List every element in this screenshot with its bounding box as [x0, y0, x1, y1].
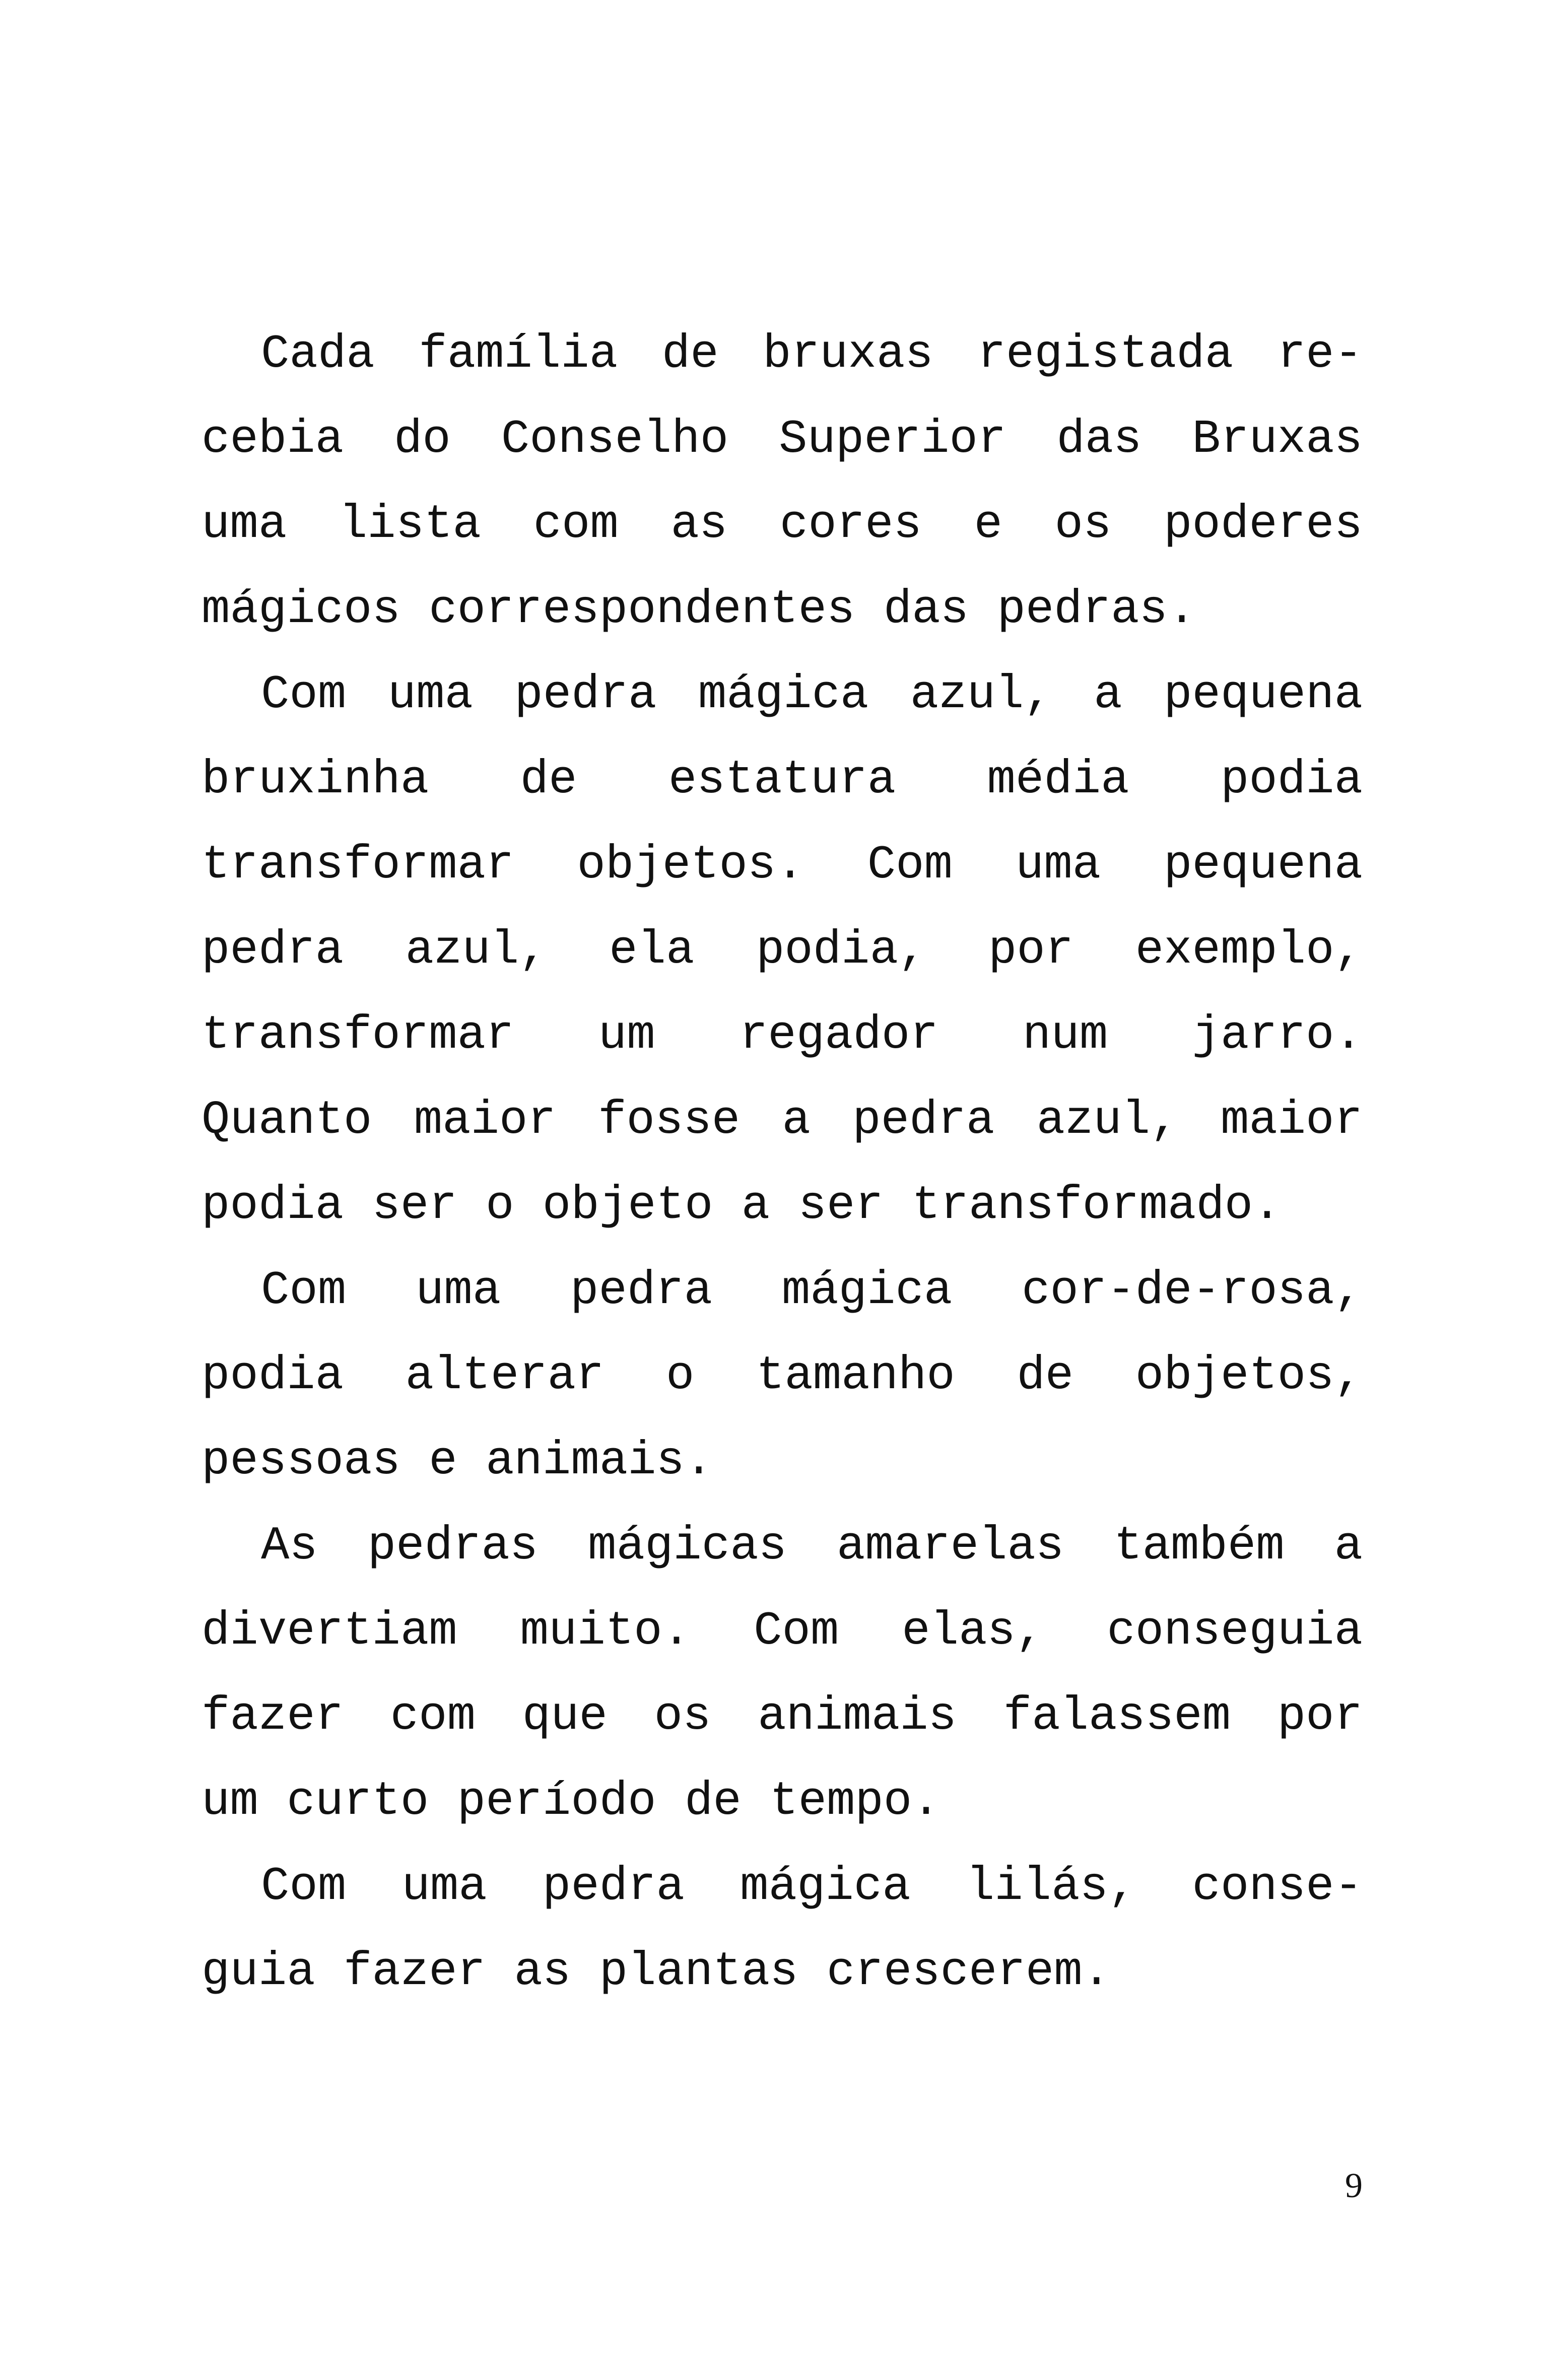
- body-text: [201, 312, 1363, 2015]
- text-line: Com uma pedra mágica lilás, conse-: [261, 1860, 1363, 1914]
- text-line: podia alterar o tamanho de objetos,: [201, 1349, 1363, 1403]
- text-line: pessoas e animais.: [201, 1435, 713, 1488]
- text-line: transformar objetos. Com uma pequena: [201, 839, 1363, 892]
- text-line: um curto período de tempo.: [201, 1775, 940, 1828]
- page-number: 9: [1345, 2166, 1363, 2205]
- text-line: fazer com que os animais falassem por: [201, 1690, 1363, 1743]
- text-line: podia ser o objeto a ser transformado.: [201, 1179, 1282, 1233]
- text-line: As pedras mágicas amarelas também a: [261, 1520, 1363, 1573]
- text-line: uma lista com as cores e os poderes: [201, 498, 1363, 552]
- text-line: cebia do Conselho Superior das Bruxas: [201, 413, 1363, 466]
- text-line: mágicos correspondentes das pedras.: [201, 583, 1196, 637]
- text-line: bruxinha de estatura média podia: [201, 754, 1363, 807]
- text-line: Quanto maior fosse a pedra azul, maior: [201, 1094, 1363, 1147]
- text-line: pedra azul, ela podia, por exemplo,: [201, 924, 1363, 977]
- text-line: Com uma pedra mágica azul, a pequena: [261, 668, 1363, 722]
- text-line: Cada família de bruxas registada re-: [261, 328, 1363, 381]
- text-line: transformar um regador num jarro.: [201, 1009, 1363, 1062]
- text-line: divertiam muito. Com elas, conseguia: [201, 1605, 1363, 1658]
- text-line: guia fazer as plantas crescerem.: [201, 1945, 1111, 1999]
- text-line: Com uma pedra mágica cor-de-rosa,: [261, 1264, 1363, 1318]
